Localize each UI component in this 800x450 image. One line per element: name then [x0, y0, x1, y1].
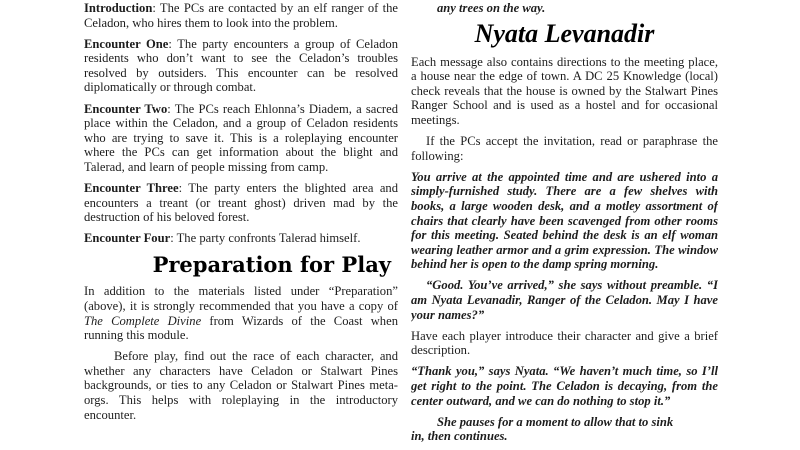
- nyata-levanadir-heading: Nyata Levanadir: [474, 18, 655, 48]
- readaloud-study-description: You arrive at the appointed time and are ushered into a simply-furnished study. There are a few shelves with books, a large wooden desk, and a motley assortment of chairs that clearly have been scavenged from other rooms for this meeting. Seated behind the desk is an elf woman wearing leather armor and a grim expression. The window behind her is open to the damp spring morning.: [411, 169, 718, 272]
- right-column: [411, 0, 718, 450]
- intro-lead: Introduction: [84, 1, 153, 15]
- quote-she-pauses: She pauses for a moment to allow that to sink: [437, 414, 674, 429]
- materials-paragraph: [84, 284, 398, 342]
- materials-text-pre: In addition to the materials listed under “Preparation” (above), it is strongly recommended that you have a copy of: [84, 284, 398, 313]
- intro-paragraph: [84, 1, 398, 30]
- before-play-paragraph: Before play, find out the race of each character, and whether any characters have Celadon or Stalwart Pines backgrounds, or ties to any Celadon or Stalwart Pines meta-orgs. This helps with roleplaying in the introductory encounter.: [84, 349, 398, 422]
- encounter-one-paragraph: [84, 37, 398, 95]
- intro-text: : The PCs are contacted by an elf ranger of the Celadon, who hires them to look into the problem.: [84, 1, 398, 30]
- encounter-two-lead: Encounter Two: [84, 101, 168, 116]
- encounter-two-paragraph: [84, 102, 398, 175]
- quote-clipped-bottom-line: in, then continues.: [411, 429, 508, 444]
- readaloud-tail-line: any trees on the way.: [437, 1, 546, 15]
- preparation-for-play-heading: Preparation for Play: [152, 252, 391, 278]
- introduce-characters-paragraph: Have each player introduce their character and give a brief description.: [411, 328, 718, 358]
- directions-paragraph: Each message also contains directions to the meeting place, a house near the edge of town. A DC 25 Knowledge (local) check reveals that the house is owned by the Stalwart Pines Ranger School and is used as a hostel and for occasional meetings.: [411, 54, 718, 127]
- encounter-four-paragraph: [84, 231, 398, 246]
- invitation-paragraph: If the PCs accept the invitation, read or paraphrase the following:: [411, 134, 718, 163]
- book-title: The Complete Divine: [84, 313, 202, 328]
- quote-thank-you: “Thank you,” says Nyata. “We haven’t much time, so I’ll get right to the point. The Celadon is decaying, from the center outward, and we can do nothing to stop it.”: [411, 364, 718, 408]
- encounter-four-lead: Encounter Four: [84, 231, 171, 246]
- encounter-four-text: : The party confronts Talerad himself.: [170, 231, 361, 246]
- quote-good-arrived: “Good. You’ve arrived,” she says without preamble. “I am Nyata Levanadir, Ranger of the Celadon. May I have your names?”: [411, 278, 718, 322]
- encounter-two-text: : The PCs reach Ehlonna’s Diadem, a sacred place within the Celadon, and a group of Celadon residents who are trying to save it. This is a roleplaying encounter where the PCs can get information about the blight and Talerad, and learn of people missing from camp.: [84, 101, 398, 174]
- materials-text-post: from Wizards of the Coast when running this module.: [84, 313, 398, 343]
- encounter-three-lead: Encounter Three: [84, 181, 179, 196]
- encounter-one-text: : The party encounters a group of Celadon residents who don’t want to see the Celadon’s troubles resolved by outsiders. This encounter can be resolved diplomatically or through combat.: [84, 36, 398, 95]
- encounter-three-paragraph: [84, 181, 398, 225]
- encounter-three-text: : The party enters the blighted area and encounters a treant (or treant ghost) driven mad by the destruction of his beloved forest.: [84, 181, 398, 225]
- encounter-one-lead: Encounter One: [84, 36, 169, 51]
- left-column: [84, 0, 398, 450]
